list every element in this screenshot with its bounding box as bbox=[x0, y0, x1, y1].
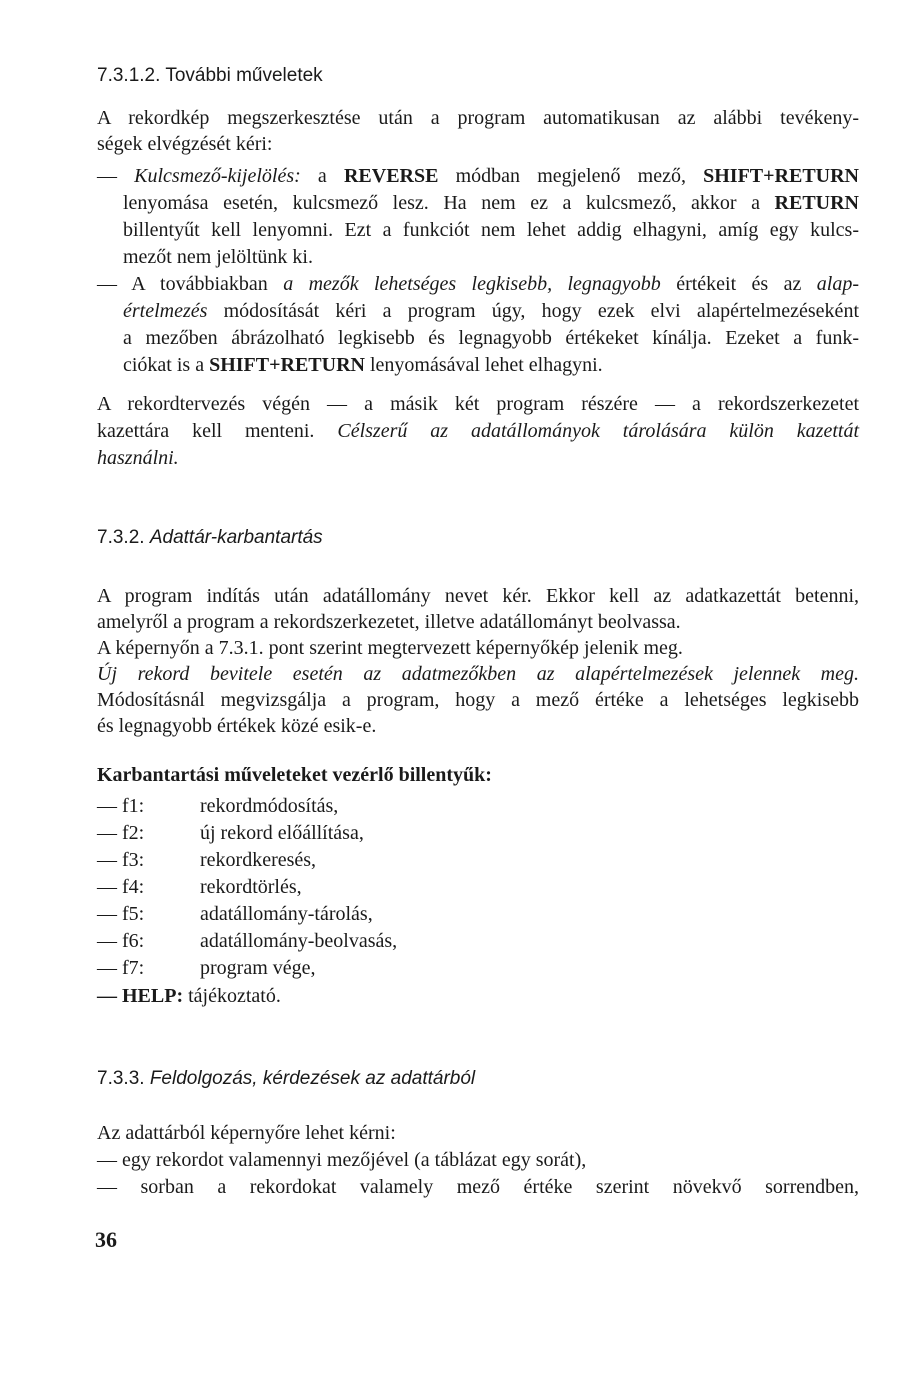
bullet-minmax-line-4: ciókat is a SHIFT+RETURN lenyomásával lehet elhagyni. bbox=[123, 354, 603, 376]
bullet-keyfield-line-2: lenyomása esetén, kulcsmező lesz. Ha nem ez a kulcsmező, akkor a RETURN bbox=[123, 192, 859, 214]
return-keyword: RETURN bbox=[774, 192, 859, 214]
paragraph-line: amelyről a program a rekordszerkezetet, illetve adatállományt beolvassa. bbox=[97, 611, 681, 633]
shift-return-keyword: SHIFT+RETURN bbox=[703, 165, 859, 187]
page-number: 36 bbox=[95, 1227, 117, 1252]
key-desc-help: tájékoztató. bbox=[183, 985, 281, 1007]
key-label-f4: — f4: bbox=[97, 876, 145, 898]
key-desc-f2: új rekord előállítása, bbox=[200, 822, 364, 844]
key-label-f2: — f2: bbox=[97, 822, 145, 844]
keys-title: Karbantartási műveleteket vezérlő billentyűk: bbox=[97, 764, 492, 786]
reverse-keyword: REVERSE bbox=[343, 165, 439, 187]
paragraph-line: A rekordkép megszerkesztése után a program automatikusan az alábbi tevékeny- bbox=[97, 107, 859, 129]
key-desc-f4: rekordtörlés, bbox=[200, 876, 302, 898]
paragraph-line-italic: Új rekord bevitele esetén az adatmezőkben az alapértelmezések jelennek meg. bbox=[97, 663, 859, 685]
section-heading-7-3-1-2: 7.3.1.2. További műveletek bbox=[97, 65, 323, 86]
paragraph-line: és legnagyobb értékek közé esik-e. bbox=[97, 715, 377, 737]
key-label-help: — HELP: bbox=[97, 985, 184, 1007]
key-help-line bbox=[97, 983, 859, 1009]
bullet-minmax-line-2: értelmezés módosítását kéri a program úgy, hogy ezek elvi alapértelmezéseként bbox=[123, 300, 859, 322]
key-desc-f1: rekordmódosítás, bbox=[200, 795, 339, 817]
bullet-keyfield-line-3: billentyűt kell lenyomni. Ezt a funkciót nem lehet addig elhagyni, amíg egy kulcs- bbox=[123, 219, 859, 241]
key-label-f7: — f7: bbox=[97, 957, 145, 979]
key-label-f5: — f5: bbox=[97, 903, 145, 925]
key-desc-f5: adatállomány-tárolás, bbox=[200, 903, 373, 925]
list-item: — sorban a rekordokat valamely mező értéke szerint növekvő sorrendben, bbox=[97, 1176, 859, 1198]
paragraph-line: Az adattárból képernyőre lehet kérni: bbox=[97, 1122, 396, 1144]
key-desc-f7: program vége, bbox=[200, 957, 316, 979]
section-heading-7-3-2: 7.3.2. Adattár-karbantartás bbox=[97, 527, 323, 548]
term-kulcsmezo-kijeloles: Kulcsmező-kijelölés: bbox=[134, 165, 301, 187]
paragraph-line: használni. bbox=[97, 447, 179, 469]
key-label-f3: — f3: bbox=[97, 849, 145, 871]
paragraph-line: Módosításnál megvizsgálja a program, hogy a mező értéke a lehetséges legkisebb bbox=[97, 689, 859, 711]
bullet-keyfield-line-4: mezőt nem jelöltünk ki. bbox=[123, 246, 313, 268]
paragraph-line: A program indítás után adatállomány nevet kér. Ekkor kell az adatkazettát betenni, bbox=[97, 585, 859, 607]
paragraph-line: ségek elvégzését kéri: bbox=[97, 133, 273, 155]
key-label-f1: — f1: bbox=[97, 795, 145, 817]
section-heading-7-3-3: 7.3.3. Feldolgozás, kérdezések az adattárból bbox=[97, 1068, 476, 1089]
bullet-minmax-line-1: — A továbbiakban a mezők lehetséges legkisebb, legnagyobb értékeit és az alap- bbox=[97, 273, 859, 295]
list-item: — egy rekordot valamennyi mezőjével (a táblázat egy sorát), bbox=[97, 1149, 587, 1171]
paragraph-line: kazettára kell menteni. Célszerű az adatállományok tárolására külön kazettát bbox=[97, 420, 859, 442]
key-label-f6: — f6: bbox=[97, 930, 145, 952]
bullet-minmax-line-3: a mezőben ábrázolható legkisebb és legnagyobb értékeket kínálja. Ezeket a funk- bbox=[123, 327, 859, 349]
key-desc-f6: adatállomány-beolvasás, bbox=[200, 930, 398, 952]
paragraph-line: A képernyőn a 7.3.1. pont szerint megtervezett képernyőkép jelenik meg. bbox=[97, 637, 683, 659]
bullet-keyfield-line-1: — Kulcsmező-kijelölés: a REVERSE módban megjelenő mező, SHIFT+RETURN bbox=[97, 165, 859, 187]
key-desc-f3: rekordkeresés, bbox=[200, 849, 317, 871]
paragraph-line: A rekordtervezés végén — a másik két program részére — a rekordszerkezetet bbox=[97, 393, 859, 415]
